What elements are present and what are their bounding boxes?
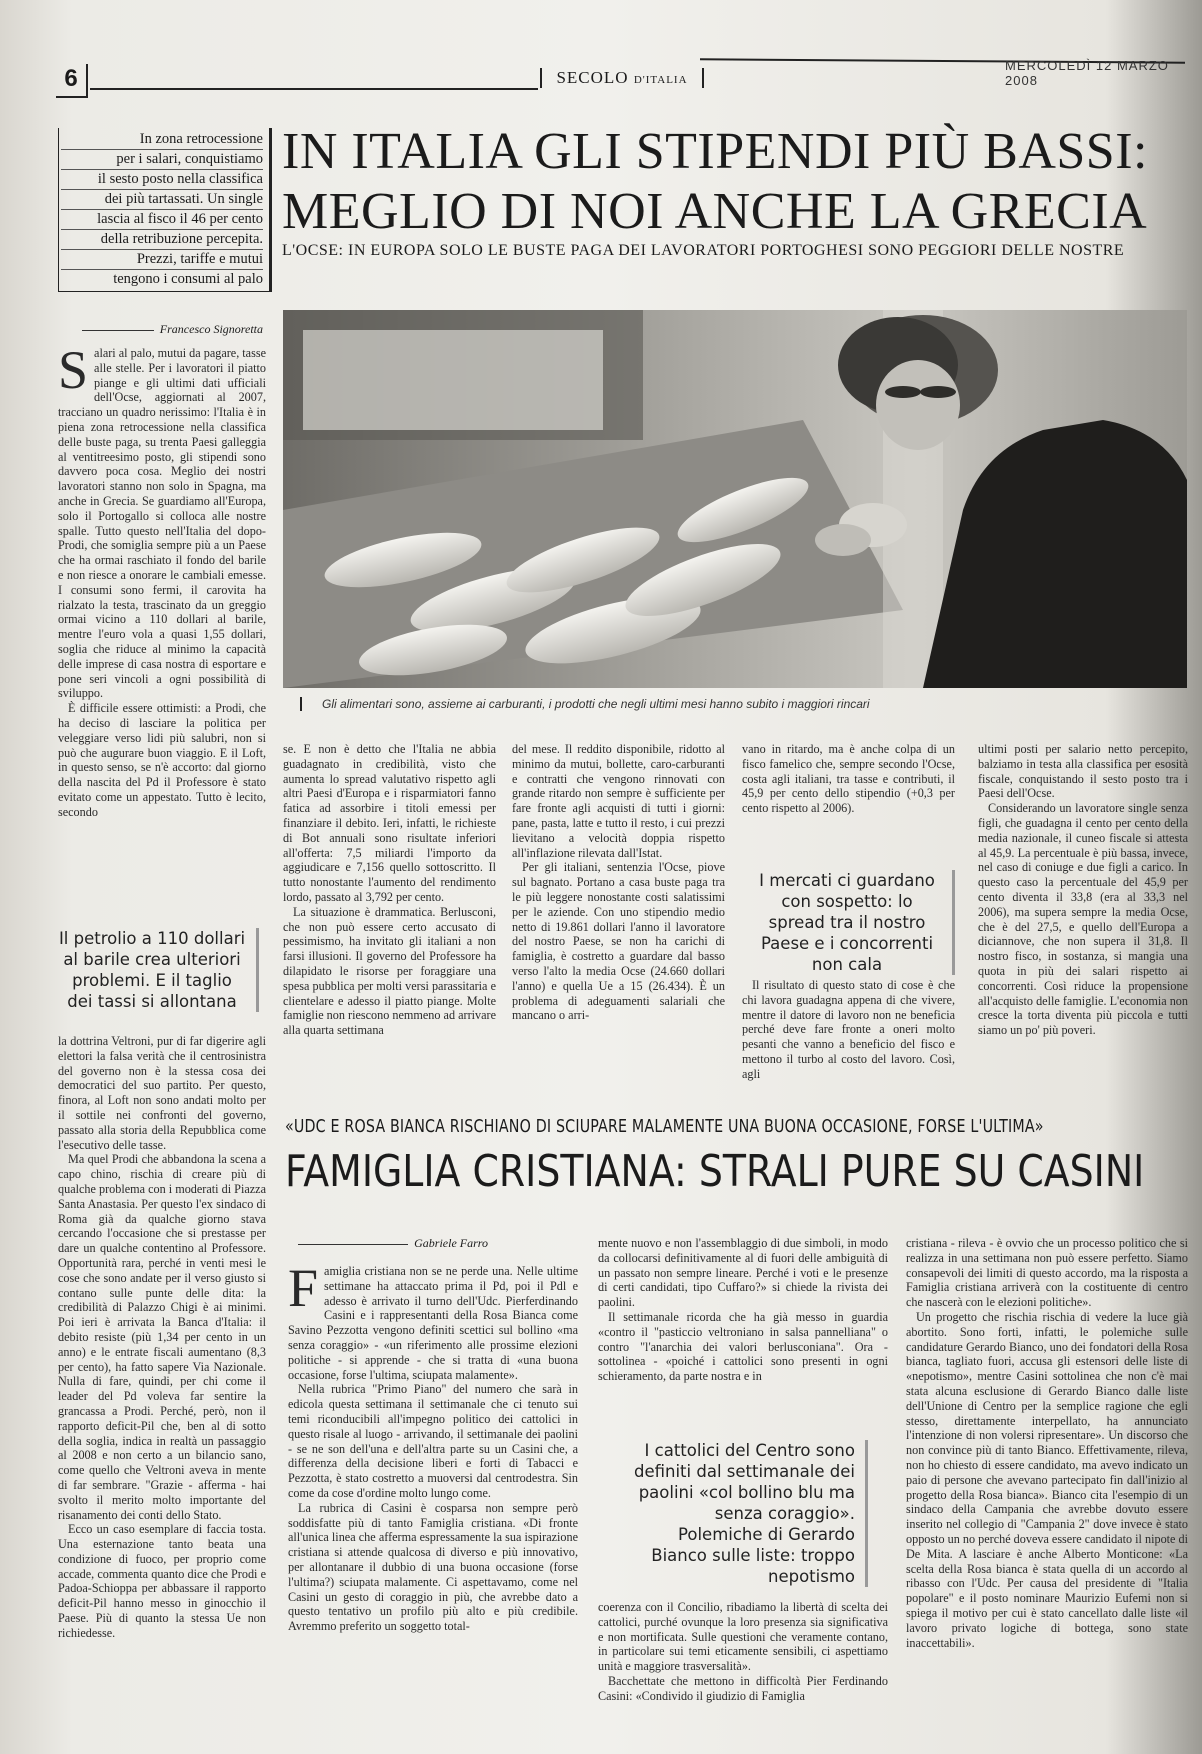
paragraph: Un progetto che rischia rischia di vedere la luce già abortito. Sono forti, infatti, le polemiche sulle candidature Gerardo Bianco, uno dei fondatori della Rosa bianca, tagliato fuori, accusa gli estensori delle liste di «nepotismo», mentre Casini sottolinea che non c'è mai stata alcuna esclusione di Gerardo Bianco dalle liste dell'Unione di Centro per la semplice ragione che egli stesso, direttamente interpellato, ha annunciato l'intenzione di non volersi ripresentare». Un discorso che non convince più di tanto Bianco. Effettivamente, rileva, non ho chiesto di essere candidato, ma avevo indicato un paio di persone che avevano partecipato fin dall'inizio al progetto della Rosa bianca». Bianco cita l'esempio di un sindaco della Campania che avrebbe dovuto essere inserito nel collegio di "Campania 2" dove invece è stato opposto un no perché doveva essere candidato il nipote di De Mita. A lasciare è anche Alberto Monticone: «La scelta della Rosa bianca è stata quella di un accordo al ribasso con l'Udc. Per causa del presidente di "Italia popolare" e il posto nominare Maurizio Eufemi non si spiega il motivo per cui è stato cancellato dalle liste «il lavoro privato logiche di bottega, sono state inaccettabili». [906,1309,1188,1650]
article-column-4 [742,742,955,816]
pull-quote: Il petrolio a 110 dollari al barile crea ulteriori problemi. E il taglio dei tassi si allontana [58,928,259,1012]
summary-line: per i salari, conquistiamo [61,150,263,170]
photo-caption: Gli alimentari sono, assieme ai carburanti, i prodotti che negli ultimi mesi hanno subito i maggiori rincari [300,697,1192,711]
masthead-subtitle: D'ITALIA [633,74,688,86]
article-column-3 [512,742,725,1088]
paragraph: Bacchettate che mettono in difficoltà Pier Ferdinando Casini: «Condivido il giudizio di Famiglia [598,1673,888,1703]
summary-line: dei più tartassati. Un single [61,190,263,210]
summary-line: il sesto posto nella classifica [61,170,263,190]
headline-line-2: MEGLIO DI NOI ANCHE LA GRECIA [282,183,1148,240]
article-column-1 [58,340,266,820]
article-2-byline: Gabriele Farro [288,1236,488,1251]
article-2-kicker: «UDC E ROSA BIANCA RISCHIANO DI SCIUPARE MALAMENTE UNA BUONA OCCASIONE, FORSE L'ULTIMA» [285,1116,1044,1137]
paragraph: Per gli italiani, sentenzia l'Ocse, piove sul bagnato. Portano a casa buste paga tra le più leggere nonostante costi salatissimi per le aziende. Con uno stipendio medio netto di 19.861 dollari l'anno il lavoratore del nostro Paese, se non ha carichi di famiglia, è costretto a guardare dal basso verso l'alto la media Ocse (24.660 dollari l'anno) e quella Ue a 15 (26.434). È un problema di adeguamenti salariali che mancano o arri- [512,860,725,1023]
article-2-headline: FAMIGLIA CRISTIANA: STRALI PURE SU CASINI [285,1146,1145,1197]
article-column-2 [283,742,496,1088]
paragraph: ultimi posti per salario netto percepito, balziamo in testa alla classifica per esosità fiscale, conquistando il sesto posto tra i Paesi dell'Ocse. [978,742,1188,801]
article-column-4-continued [742,978,955,1088]
article-column-1-continued [58,1034,266,1734]
drop-cap: F [288,1264,319,1318]
summary-line: In zona retrocessione [61,130,263,150]
summary-line: tengono i consumi al palo [113,271,263,287]
masthead [540,68,704,88]
news-photo [283,310,1187,688]
summary-line: lascia al fisco il 46 per cento [61,210,263,230]
headline-line-1: IN ITALIA GLI STIPENDI PIÙ BASSI: [282,123,1148,180]
article-2-column-2-continued [598,1600,888,1734]
subheadline: L'OCSE: IN EUROPA SOLO LE BUSTE PAGA DEI LAVORATORI PORTOGHESI SONO PEGGIORI DELLE NOSTRE [282,242,1125,259]
main-headline [282,122,1187,242]
paragraph: la dottrina Veltroni, pur di far digerire agli elettori la falsa verità che il centrosinistra del governo non è la stessa cosa dei democratici del suo partito. Per questo, finora, al Loft non sono andati molto per il sottile nei confronti del governo, passato alla storia della Repubblica come l'esecutivo delle tasse. [58,1034,266,1152]
paragraph: se. E non è detto che l'Italia ne abbia guadagnato in credibilità, visto che aumenta lo spread valutativo rispetto agli altri Paesi d'Europa e i risparmiatori fanno fatica ad assorbire i titoli emessi per finanziare il debito. Ieri, infatti, le richieste di Bot annuali sono risultate inferiori all'offerta: 7,5 miliardi l'importo da aggiudicare e 7,156 quello sottoscritto. Il tutto nonostante l'aumento del rendimento lordo, passato al 3,792 per cento. [283,742,496,904]
paragraph: Nella rubrica "Primo Piano" del numero che sarà in edicola questa settimana il settimanale che ci tenuto sui temi riconducibili all'impegno politico dei cattolici in questo risale al luogo - arrivando, il settimanale dei paolini - se ne son dell'una e dell'altra parte su un Casini che, a differenza della decisione liberi e forti di Tabacci e Pezzotta, è stato costretto a muoversi dal centrodestra. Sin come da cose d'ordine molto lungo come. [288,1382,578,1500]
paragraph: mente nuovo e non l'assemblaggio di due simboli, in modo da collocarsi definitivamente al di fuori delle ambiguità di un passato non sempre lineare. Perché i voti e le presenze di certi candidati, tipo Cuffaro?» si chiede la rivista dei paolini. [598,1236,888,1310]
paragraph: del mese. Il reddito disponibile, ridotto al minimo da mutui, bollette, caro-carburanti e contratti che vengono rinnovati con grande ritardo non sempre è sufficiente per fare fronte agli acquisti di tutti i giorni: pane, pasta, latte e tutto il resto, i cui prezzi lievitano a velocità doppia rispetto all'inflazione rilevata dall'Istat. [512,742,725,860]
article-column-5 [978,742,1188,1088]
paragraph: Il risultato di questo stato di cose è che chi lavora guadagna appena di che vivere, mentre il datore di lavoro non ne beneficia perché deve fare fronte a oneri molto pesanti che vanno a beneficio del fisco e mettono il turbo al costo del lavoro. Così, agli [742,978,955,1081]
page-number: 6 [56,64,88,98]
paragraph: cristiana - rileva - è ovvio che un processo politico che si realizza in una settimana non può essere perfetto. Siamo consapevoli dei limiti di questo accordo, ma la risposta a Famiglia cristiana arriverà con la costituente di centro che nascerà con le elezioni politiche». [906,1236,1188,1310]
summary-line: della retribuzione percepita. [61,230,263,250]
paragraph: alari al palo, mutui da pagare, tasse alle stelle. Per i lavoratori il piatto piange e gli ultimi dati ufficiali dell'Ocse, aggiornati al 2007, tracciano un quadro nerissimo: l'Italia è in piena zona retrocessione nella classifica delle buste paga, su trenta Paesi galleggia al ventitreesimo posto, gli stipendi sono davvero poca cosa. Meglio dei nostri lavoratori stanno non solo in Spagna, ma anche in Grecia. Se guardiamo all'Europa, solo il Portogallo si colloca alle nostre spalle. Tutto questo nell'Italia del dopo-Prodi, che somiglia sempre più a un Paese che ha ormai raschiato il fondo del barile e non riesce a onorare le cambiali emesse. I consumi sono fermi, il carovita ha rialzato la testa, trascinato da un greggio ormai vicino a 110 dollari al barile, mentre l'euro vola a quasi 1,55 dollari, soglia che riduce al minimo la capacità delle imprese di casa nostra di esportare e pone seri vincoli a ogni possibilità di sviluppo. [58,346,266,701]
header-rule-left [90,88,538,90]
summary-line: Prezzi, tariffe e mutui [61,250,263,270]
paragraph: amiglia cristiana non se ne perde una. Nelle ultime settimane ha attaccato prima il Pd, poi il Pdl e adesso è arrivato il turno dell'Udc. Pierferdinando Casini e i rappresentanti della Rosa Bianca come Savino Pezzotta vengono definiti scettici sul bollino «ma senza coraggio» - «un riferimento alle prossime elezioni politiche - si apprende - che si tratta di «una buona occasione, forse l'ultima, sciupata malamente». [288,1264,578,1382]
byline: Francesco Signoretta [58,322,263,337]
paragraph: La rubrica di Casini è cosparsa non sempre però soddisfatte più di tanto Famiglia cristiana. «Di fronte all'unica linea che afferma espressamente la sua ispirazione cristiana si attende qualcosa di diverso e più innovativo, per allontanare il dubbio di una buona occasione (forse l'ultima?) sciupata malamente. Ci aspettavamo, come nel Casini un gesto di coraggio in più, che avrebbe dato a questo tentativo un profilo più alto e più credibile. Avremmo preferito un soggetto total- [288,1500,578,1634]
article-2-column-3 [906,1236,1188,1734]
paragraph: Ma quel Prodi che abbandona la scena a capo chino, rischia di creare più di qualche problema con i moderati di Piazza Santa Anastasia. Per questo l'ex sindaco di Roma già da qualche giorno stava cercando l'occasione che si prestasse per dare un qualche contentino al Professore. Opportunità rara, perché in venti mesi le cose che sono andate per il verso giusto si contano sulle punte delle dita: la credibilità di Palazzo Chigi è ai minimi. Poi ieri è arrivata la Banca d'Italia: il debito resiste (più 1,34 per cento in un anno) e le entrate fiscali aumentano (8,3 per cento), ha fatto sapere Via Nazionale. Nulla di fare, quindi, per chi come il leader del Pd voleva far sentire la grancassa a Prodi. Perché, però, non il rapporto deficit-Pil che, ben al di sotto della soglia, indica in realtà un passaggio al 2008 e non certo a un bilancio sano, come quello che Veltroni aveva in mente di far sembrare. "Grazie - afferma - hai svolto il merito molto importante del risanamento dei conti dello Stato. [58,1152,266,1522]
pull-quote: I mercati ci guardano con sospetto: lo spread tra il nostro Paese e i concorrenti non cala [752,870,955,975]
paragraph: coerenza con il Concilio, ribadiamo la libertà di scelta dei cattolici, purché ovunque la loro presenza sia significativa e non mortificata. Sulle questioni che veramente contano, in particolare sui temi eticamente sensibili, ci aspettiamo unità e maggiore trasversalità». [598,1600,888,1674]
article-2-column-1 [288,1264,578,1734]
paragraph: Il settimanale ricorda che ha già messo in guardia «contro il "pasticcio veltroniano in salsa pannelliana" o contro "l'anarchia dei valori berlusconiana". Ora - sottolinea - «poiché i cattolici sono presenti in ogni schieramento, da parte nostra e in [598,1309,888,1384]
paragraph: La situazione è drammatica. Berlusconi, che non può essere certo accusato di pessimismo, ha invitato gli italiani a non farsi illusioni. Il governo del Professore ha dilapidato le risorse per foraggiare una spesa pubblica per molti versi parassitaria e clientelare e adesso il piatto piange. Molte famiglie non riescono nemmeno ad arrivare alla quarta settimana [283,904,496,1038]
article-summary [58,128,272,292]
paragraph: È difficile essere ottimisti: a Prodi, che ha deciso di lasciare la politica per veleggiare verso lidi più salubri, non si può che augurare buon viaggio. E il Loft, in questo senso, se n'è accorto: dal giorno della nascita del Pd il Professore è stato evitato come un appestato. Tutto è lecito, secondo [58,701,266,819]
pull-quote: I cattolici del Centro sono definiti dal settimanale dei paolini «col bollino blu ma senza coraggio». Polemiche di Gerardo Bianco sulle liste: troppo nepotismo [630,1440,868,1587]
market-photo-illustration [283,310,1187,688]
issue-date: MERCOLEDÌ 12 MARZO 2008 [1005,58,1169,88]
drop-cap: S [58,340,89,400]
masthead-title: SECOLO [556,68,629,87]
paragraph: Considerando un lavoratore single senza figli, che guadagna il cento per cento della media nazionale, il cuneo fiscale si attesta al 45,9. La percentuale è più bassa, invece, nel caso di coniuge e due figli a carico. In questo caso la percentuale del 45,9 per cento diventa il 33,8 (era al 33,3 nel 2006), ma supera sempre la media Ocse, che è del 27,5, e quello dell'Europa a diciannove, che non supera il 31,8. Il nostro fisco, in sostanza, si mangia una quota in più dei salari rispetto ai concorrenti. Così riduce la propensione all'acquisto delle famiglie. L'economia non cresce la torta diventa più piccola e tutti siamo un po' più poveri. [978,801,1188,1038]
paragraph: vano in ritardo, ma è anche colpa di un fisco famelico che, sempre secondo l'Ocse, costa agli italiani, tra tasse e contributi, il 45,9 per cento dello stipendio (+0,3 per cento rispetto al 2006). [742,742,955,816]
paragraph: Ecco un caso esemplare di faccia tosta. Una esternazione tanto beata una condizione di fuoco, per proprio come accade, commenta quanto dice che Prodi e Padoa-Schioppa per abbassare il rapporto deficit-Pil hanno messo in ginocchio il Paese. Più di quanto la stessa Ue non richiedesse. [58,1522,266,1640]
article-2-column-2 [598,1236,888,1421]
